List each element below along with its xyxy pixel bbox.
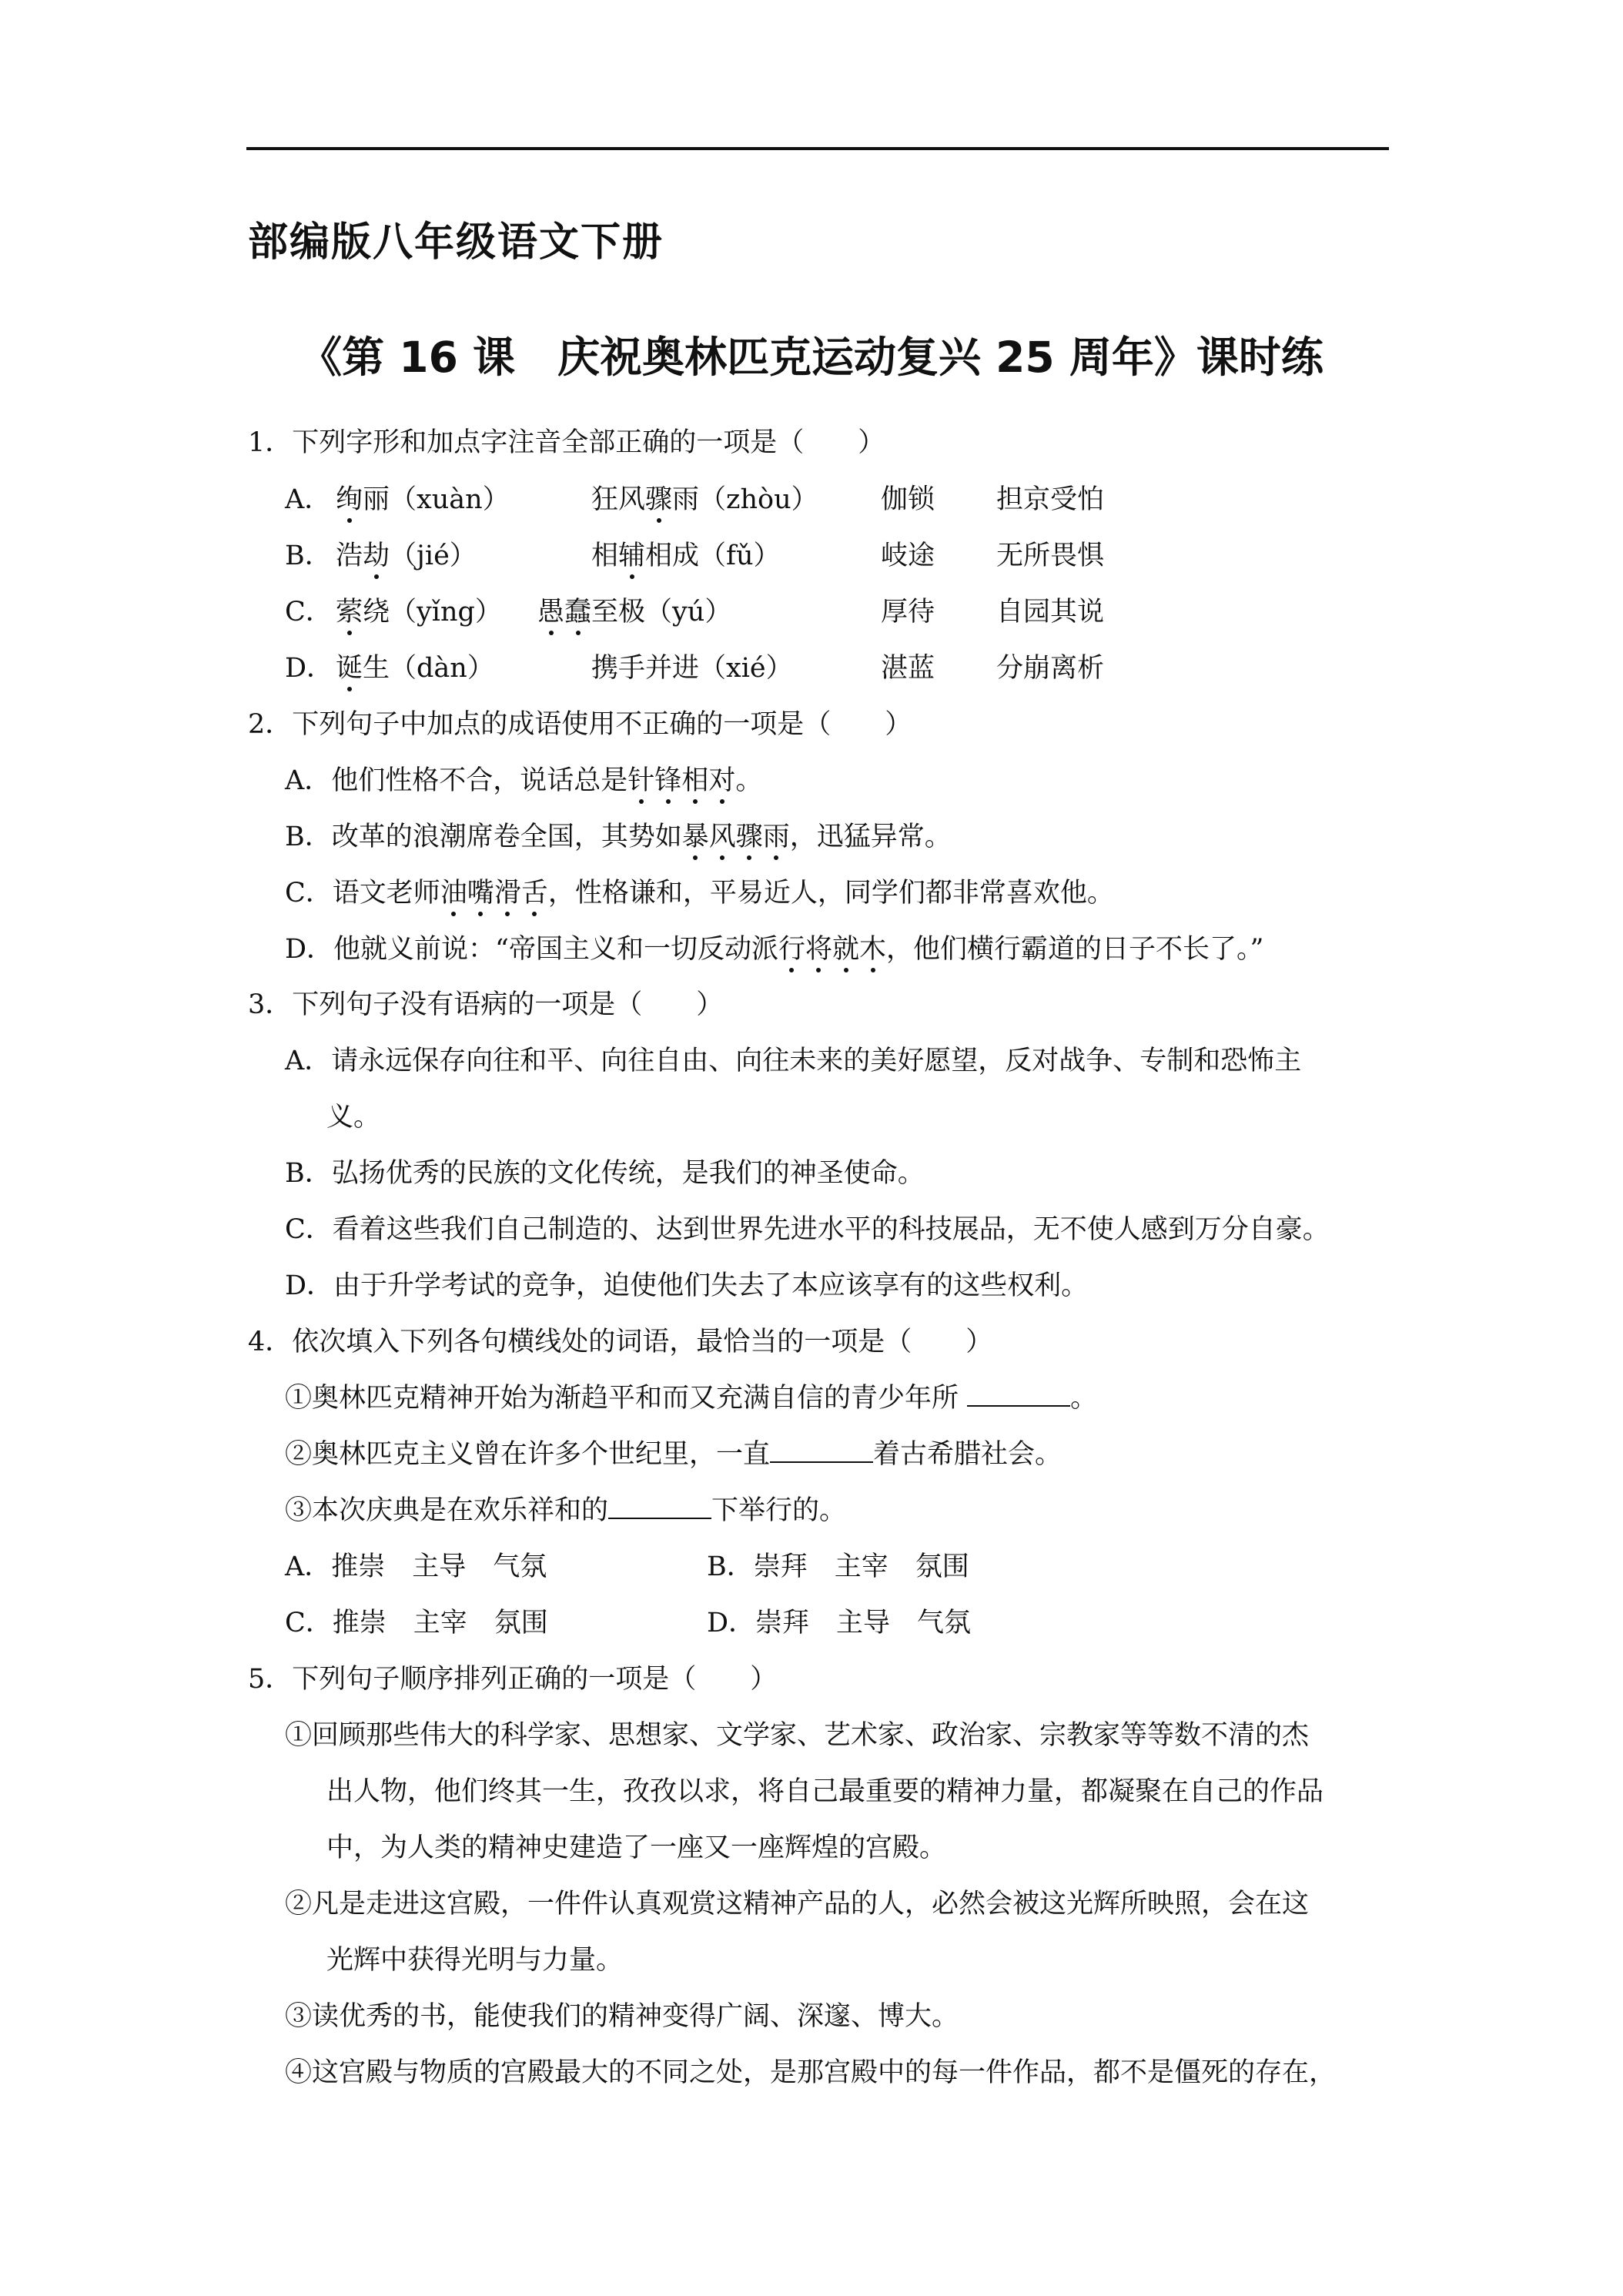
q2-option-d: D．他就义前说：“帝国主义和一切反动派行将就木，他们横行霸道的日子不长了。” [285,934,1264,965]
lesson-title: 《第 16 课 庆祝奥林匹克运动复兴 25 周年》课时练 [300,333,1323,382]
q4-stem: 4．依次填入下列各句横线处的词语，最恰当的一项是（ ） [248,1327,993,1357]
q1-option-d-word2: 携手并进（xié） [591,653,793,684]
q4-sentence-3: ③本次庆典是在欢乐祥和的 下举行的。 [285,1495,847,1526]
q3-stem: 3．下列句子没有语病的一项是（ ） [248,989,724,1020]
q5-sentence-1: ①回顾那些伟大的科学家、思想家、文学家、艺术家、政治家、宗教家等等数不清的杰 [285,1720,1310,1751]
q1-option-a-word4: 担京受怕 [996,484,1105,515]
q2-stem: 2．下列句子中加点的成语使用不正确的一项是（ ） [248,709,912,740]
q1-option-c-label: C． [285,597,333,628]
q1-option-d-label: D． [285,653,334,684]
q1-option-c-word3: 厚待 [881,597,935,628]
q4-option-c: C．推崇 主宰 氛围 [285,1608,548,1638]
q1-option-a-word1: 绚丽（xuàn） [336,484,510,515]
q4-sentence-1: ①奥林匹克精神开始为渐趋平和而又充满自信的青少年所 。 [285,1383,1098,1414]
q1-option-c-word4: 自园其说 [996,597,1105,628]
q1-option-d-word4: 分崩离析 [996,653,1105,684]
q3-option-a: A．请永远保存向往和平、向往自由、向往未来的美好愿望，反对战争、专制和恐怖主 [285,1046,1302,1076]
q4-option-a: A．推崇 主导 气氛 [285,1551,547,1582]
q1-option-a-label: A． [285,484,332,515]
q1-option-a-word2: 狂风骤雨（zhòu） [591,484,818,515]
q4-option-d: D．崇拜 主导 气氛 [707,1608,972,1638]
q1-option-a-word3: 伽锁 [881,484,935,515]
q4-sentence-2: ②奥林匹克主义曾在许多个世纪里，一直 着古希腊社会。 [285,1439,1062,1470]
q1-option-b-word1: 浩劫（jié） [336,541,477,571]
q5-sentence-2-cont: 光辉中获得光明与力量。 [326,1945,624,1976]
q5-sentence-1-cont-2: 中，为人类的精神史建造了一座又一座辉煌的宫殿。 [326,1832,947,1863]
q4-blank-1 [967,1385,1070,1407]
q4-blank-2 [770,1441,873,1463]
q1-option-b-label: B． [285,541,332,571]
q4-option-b: B．崇拜 主宰 氛围 [707,1551,969,1582]
q1-option-c-word1: 萦绕（yǐng） [336,597,502,628]
q3-option-d: D．由于升学考试的竞争，迫使他们失去了本应该享有的这些权利。 [285,1270,1089,1301]
q2-option-b: B．改革的浪潮席卷全国，其势如暴风骤雨，迅猛异常。 [285,822,952,852]
q2-option-a: A．他们性格不合，说话总是针锋相对。 [285,765,763,796]
document-header: 部编版八年级语文下册 [248,219,664,266]
q1-option-d-word1: 诞生（dàn） [336,653,494,684]
q5-stem: 5．下列句子顺序排列正确的一项是（ ） [248,1664,778,1695]
header-rule [246,147,1389,150]
q1-stem: 1．下列字形和加点字注音全部正确的一项是（ ） [248,427,885,458]
q1-option-c-word2: 愚蠢至极（yú） [537,597,732,628]
q5-sentence-4: ④这宫殿与物质的宫殿最大的不同之处，是那宫殿中的每一件作品，都不是僵死的存在， [285,2057,1337,2088]
q5-sentence-1-cont-1: 出人物，他们终其一生，孜孜以求，将自己最重要的精神力量，都凝聚在自己的作品 [326,1776,1324,1807]
q1-option-b-word4: 无所畏惧 [996,541,1105,571]
q1-option-b-word3: 岐途 [881,541,935,571]
q1-option-d-word3: 湛蓝 [881,653,935,684]
q5-sentence-2: ②凡是走进这宫殿，一件件认真观赏这精神产品的人，必然会被这光辉所映照，会在这 [285,1889,1310,1919]
q4-blank-3 [608,1498,711,1519]
q3-option-c: C．看着这些我们自己制造的、达到世界先进水平的科技展品，无不使人感到万分自豪。 [285,1214,1330,1245]
q1-option-b-word2: 相辅相成（fǔ） [591,541,781,571]
q3-option-b: B．弘扬优秀的民族的文化传统，是我们的神圣使命。 [285,1158,925,1189]
q3-option-a-continued: 义。 [326,1102,381,1133]
q5-sentence-3: ③读优秀的书，能使我们的精神变得广阔、深邃、博大。 [285,2001,959,2032]
q2-option-c: C．语文老师油嘴滑舌，性格谦和，平易近人，同学们都非常喜欢他。 [285,878,1114,909]
